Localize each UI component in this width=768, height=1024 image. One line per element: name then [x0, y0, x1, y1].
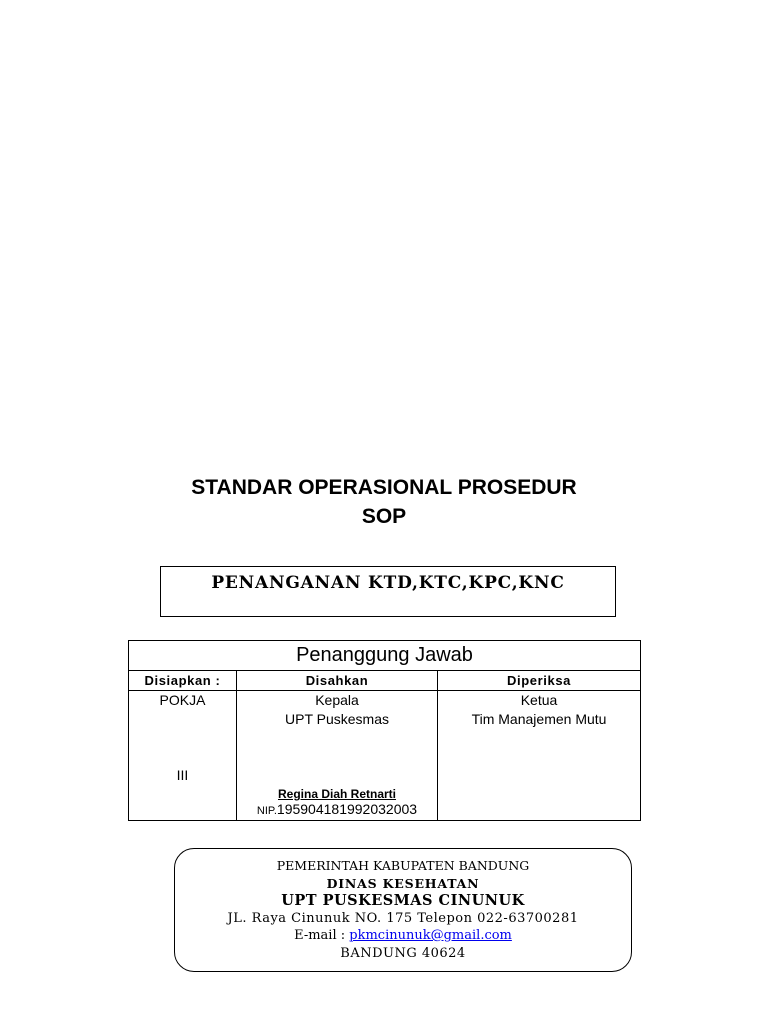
reviewed-team: Tim Manajemen Mutu	[471, 711, 607, 727]
email-link[interactable]: pkmcinunuk@gmail.com	[349, 928, 512, 943]
email-label: E-mail :	[294, 928, 350, 943]
reviewed-role: Ketua	[520, 692, 558, 708]
column-approved: Disahkan	[237, 671, 438, 691]
nip-number: 195904181992032003	[276, 801, 418, 817]
signer-nip	[237, 801, 437, 817]
street-address: JL. Raya Cinunuk NO. 175 Telepon 022-63700281	[227, 910, 579, 926]
government-name: PEMERINTAH KABUPATEN BANDUNG	[276, 858, 530, 873]
prepared-group-number: III	[176, 767, 189, 783]
signer-name: Regina Diah Retnarti	[277, 787, 397, 801]
approved-cell	[237, 691, 438, 821]
document-title: STANDAR OPERASIONAL PROSEDUR	[191, 476, 577, 499]
department-name: DINAS KESEHATAN	[326, 875, 480, 891]
document-subtitle: SOP	[361, 505, 407, 528]
responsibility-table	[128, 640, 641, 821]
prepared-by: POKJA	[159, 692, 206, 708]
approved-role: Kepala	[315, 692, 359, 708]
responsibility-header: Penanggung Jawab	[129, 641, 641, 671]
nip-label: NIP.	[256, 805, 277, 817]
column-reviewed: Diperiksa	[438, 671, 641, 691]
email-line	[175, 927, 631, 945]
column-prepared: Disiapkan :	[129, 671, 237, 691]
prepared-cell	[129, 691, 237, 821]
organization-name: UPT PUSKESMAS CINUNUK	[281, 892, 525, 909]
city-postal: BANDUNG 40624	[340, 945, 466, 961]
subject-title: PENANGANAN KTD,KTC,KPC,KNC	[211, 573, 565, 593]
subject-box	[160, 566, 616, 617]
approved-unit: UPT Puskesmas	[285, 711, 389, 727]
reviewed-cell	[438, 691, 641, 821]
address-box	[174, 848, 632, 972]
